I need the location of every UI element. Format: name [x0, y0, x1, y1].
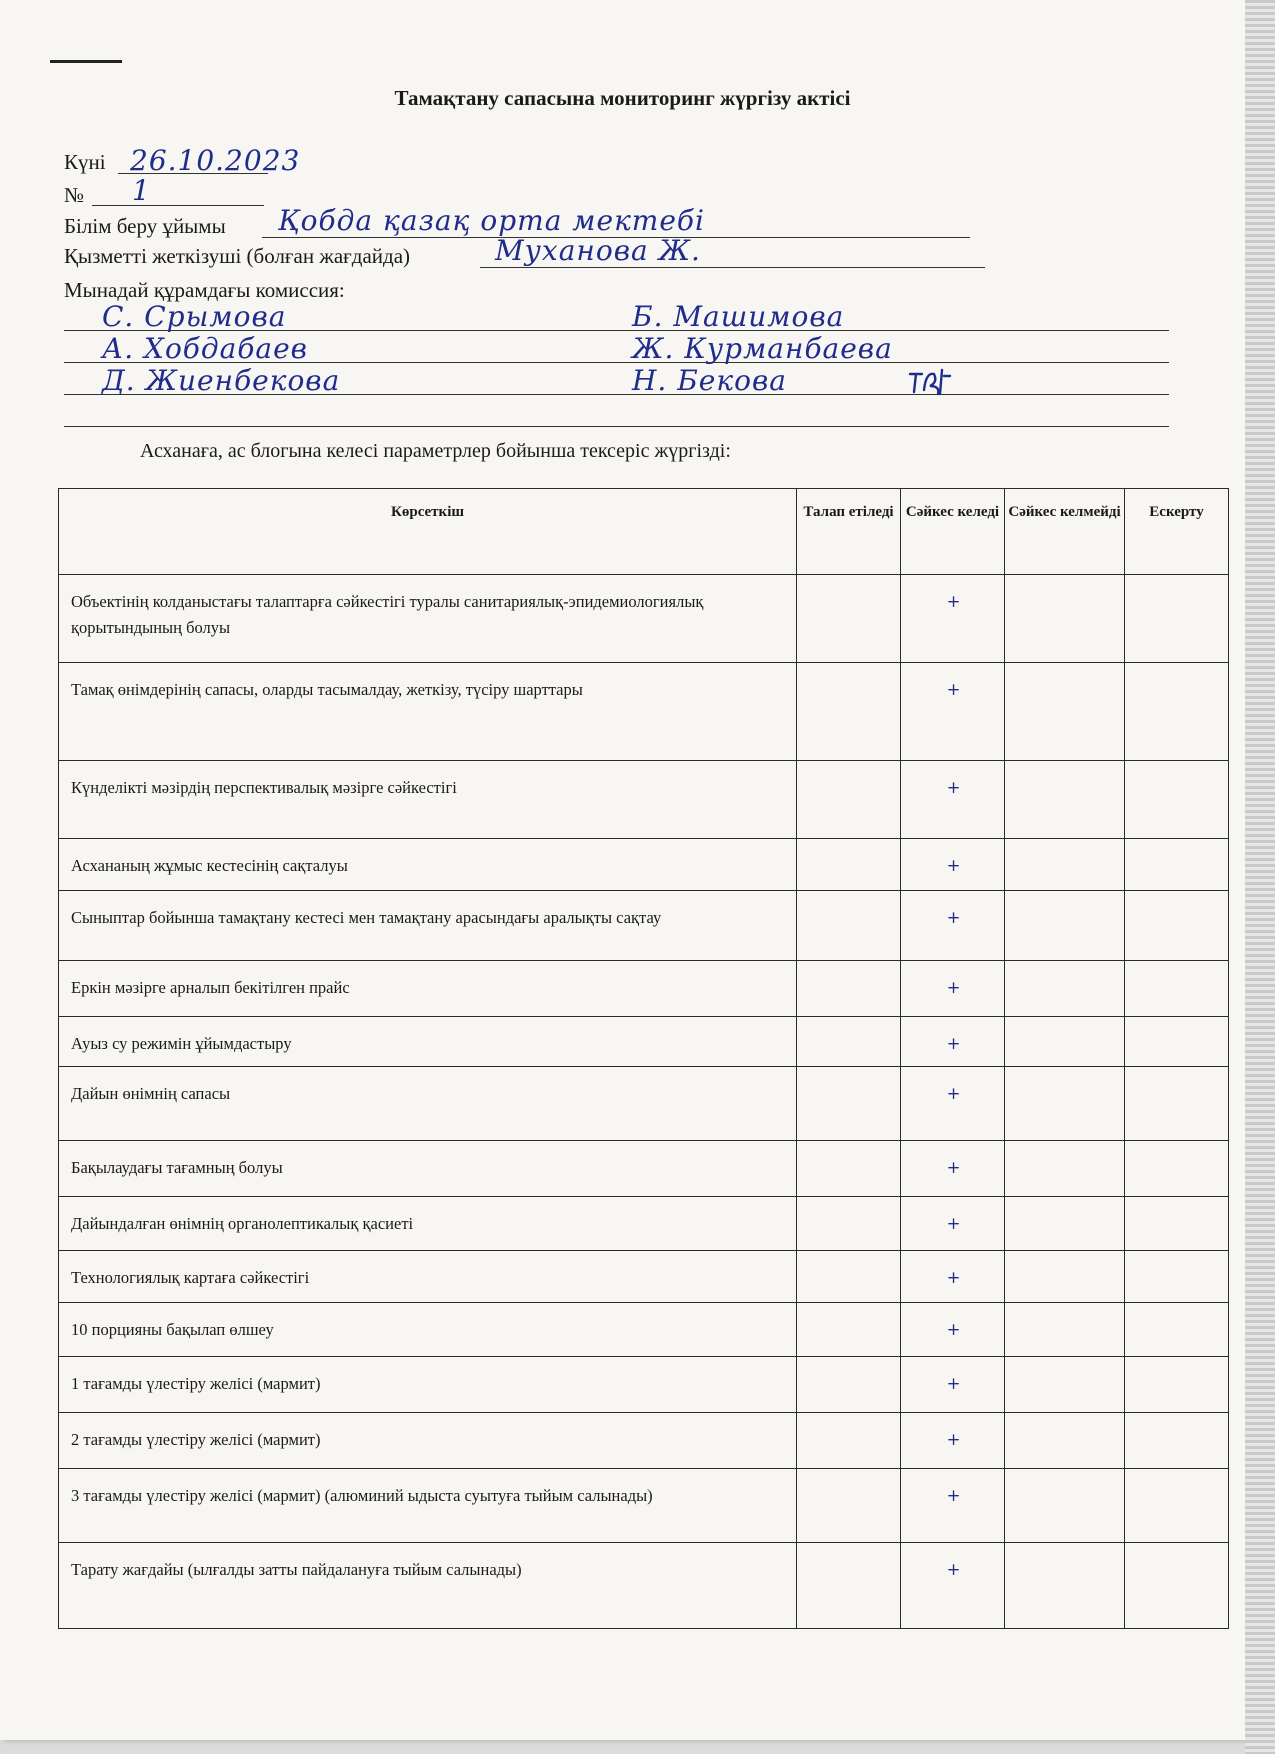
conforms-cell: +	[901, 1067, 1005, 1141]
required-cell	[797, 839, 901, 891]
organization-value: Қобда қазақ орта мектебі	[278, 204, 705, 237]
not-conforms-cell	[1005, 1413, 1125, 1469]
required-cell	[797, 1141, 901, 1197]
not-conforms-cell	[1005, 839, 1125, 891]
note-cell	[1125, 1197, 1229, 1251]
required-cell	[797, 663, 901, 761]
required-cell	[797, 1413, 901, 1469]
not-conforms-cell	[1005, 961, 1125, 1017]
table-row	[59, 1067, 1229, 1141]
required-cell	[797, 961, 901, 1017]
indicator-cell: Тарату жағдайы (ылғалды затты пайдалануға тыйым салынады)	[59, 1543, 797, 1629]
indicator-cell: Күнделікті мәзірдің перспективалық мәзірге сәйкестігі	[59, 761, 797, 839]
not-conforms-cell	[1005, 1543, 1125, 1629]
required-cell	[797, 1469, 901, 1543]
note-cell	[1125, 575, 1229, 663]
required-cell	[797, 1197, 901, 1251]
table-row	[59, 1469, 1229, 1543]
commission-label: Мынадай құрамдағы комиссия:	[64, 278, 345, 302]
scan-edge	[1245, 0, 1275, 1754]
not-conforms-cell	[1005, 1469, 1125, 1543]
note-cell	[1125, 1067, 1229, 1141]
signature-mark	[904, 364, 954, 400]
conforms-cell: +	[901, 1413, 1005, 1469]
date-label: Күні	[64, 150, 106, 174]
commission-member: Д. Жиенбекова	[102, 364, 341, 397]
note-cell	[1125, 1357, 1229, 1413]
conforms-cell: +	[901, 761, 1005, 839]
supplier-value: Муханова Ж.	[495, 234, 701, 267]
required-cell	[797, 1543, 901, 1629]
table-header-row	[59, 489, 1229, 575]
conforms-cell: +	[901, 1543, 1005, 1629]
note-cell	[1125, 1413, 1229, 1469]
note-cell	[1125, 663, 1229, 761]
not-conforms-cell	[1005, 575, 1125, 663]
conforms-cell: +	[901, 1197, 1005, 1251]
table-row	[59, 575, 1229, 663]
note-cell	[1125, 1303, 1229, 1357]
not-conforms-cell	[1005, 1067, 1125, 1141]
table-row	[59, 663, 1229, 761]
table-row	[59, 1413, 1229, 1469]
header-required: Талап етіледі	[797, 489, 901, 575]
required-cell	[797, 1303, 901, 1357]
note-cell	[1125, 761, 1229, 839]
not-conforms-cell	[1005, 1251, 1125, 1303]
required-cell	[797, 575, 901, 663]
conforms-cell: +	[901, 1303, 1005, 1357]
not-conforms-cell	[1005, 761, 1125, 839]
number-value: 1	[132, 174, 151, 207]
table-row	[59, 1197, 1229, 1251]
conforms-cell: +	[901, 575, 1005, 663]
supplier-line	[480, 267, 985, 268]
note-cell	[1125, 839, 1229, 891]
note-cell	[1125, 1017, 1229, 1067]
table-row	[59, 1251, 1229, 1303]
not-conforms-cell	[1005, 891, 1125, 961]
not-conforms-cell	[1005, 1141, 1125, 1197]
intro-text: Асханаға, ас блогына келесі параметрлер бойынша тексеріс жүргізді:	[140, 440, 731, 462]
conforms-cell: +	[901, 1469, 1005, 1543]
indicator-cell: 1 тағамды үлестіру желісі (мармит)	[59, 1357, 797, 1413]
organization-label: Білім беру ұйымы	[64, 214, 226, 238]
commission-line-4	[64, 426, 1169, 427]
required-cell	[797, 1067, 901, 1141]
table-row	[59, 1357, 1229, 1413]
required-cell	[797, 891, 901, 961]
indicator-cell: Сыныптар бойынша тамақтану кестесі мен тамақтану арасындағы аралықты сақтау	[59, 891, 797, 961]
conforms-cell: +	[901, 1141, 1005, 1197]
top-mark	[50, 60, 122, 63]
conforms-cell: +	[901, 1357, 1005, 1413]
indicator-cell: 3 тағамды үлестіру желісі (мармит) (алюминий ыдыста суытуға тыйым салынады)	[59, 1469, 797, 1543]
number-label: №	[64, 183, 85, 207]
document-title: Тамақтану сапасына мониторинг жүргізу актісі	[394, 86, 851, 110]
number-line	[92, 205, 264, 206]
indicator-cell: Объектінің колданыстағы талаптарға сәйкестігі туралы санитариялық-эпидемиологиялық қорытындының болуы	[59, 575, 797, 663]
indicator-cell: Технологиялық картаға сәйкестігі	[59, 1251, 797, 1303]
indicator-cell: 10 порцияны бақылап өлшеу	[59, 1303, 797, 1357]
indicator-cell: Еркін мәзірге арналып бекітілген прайс	[59, 961, 797, 1017]
indicator-cell: Дайын өнімнің сапасы	[59, 1067, 797, 1141]
note-cell	[1125, 1251, 1229, 1303]
note-cell	[1125, 961, 1229, 1017]
table-row	[59, 839, 1229, 891]
conforms-cell: +	[901, 961, 1005, 1017]
table-row	[59, 1017, 1229, 1067]
indicator-cell: Ауыз су режимін ұйымдастыру	[59, 1017, 797, 1067]
conforms-cell: +	[901, 1017, 1005, 1067]
indicator-cell: Дайындалған өнімнің органолептикалық қасиеті	[59, 1197, 797, 1251]
not-conforms-cell	[1005, 663, 1125, 761]
conforms-cell: +	[901, 891, 1005, 961]
indicator-cell: Асхананың жұмыс кестесінің сақталуы	[59, 839, 797, 891]
commission-member: Б. Машимова	[632, 300, 845, 333]
not-conforms-cell	[1005, 1303, 1125, 1357]
header-indicator: Көрсеткіш	[59, 489, 797, 575]
indicator-cell: 2 тағамды үлестіру желісі (мармит)	[59, 1413, 797, 1469]
table-row	[59, 1543, 1229, 1629]
commission-member: А. Хобдабаев	[102, 332, 308, 365]
conforms-cell: +	[901, 1251, 1005, 1303]
required-cell	[797, 1017, 901, 1067]
table-row	[59, 1141, 1229, 1197]
table-row	[59, 1303, 1229, 1357]
conforms-cell: +	[901, 663, 1005, 761]
date-value: 26.10.2023	[130, 144, 301, 177]
header-not-conforms: Сәйкес келмейді	[1005, 489, 1125, 575]
indicator-cell: Тамақ өнімдерінің сапасы, оларды тасымалдау, жеткізу, түсіру шарттары	[59, 663, 797, 761]
not-conforms-cell	[1005, 1017, 1125, 1067]
table-row	[59, 891, 1229, 961]
commission-member: Н. Бекова	[632, 364, 787, 397]
supplier-label: Қызметті жеткізуші (болған жағдайда)	[64, 244, 411, 268]
header-conforms: Сәйкес келеді	[901, 489, 1005, 575]
header-note: Ескерту	[1125, 489, 1229, 575]
required-cell	[797, 761, 901, 839]
indicator-cell: Бақылаудағы тағамның болуы	[59, 1141, 797, 1197]
note-cell	[1125, 1543, 1229, 1629]
inspection-table	[58, 488, 1229, 1629]
note-cell	[1125, 891, 1229, 961]
table-row	[59, 761, 1229, 839]
note-cell	[1125, 1141, 1229, 1197]
note-cell	[1125, 1469, 1229, 1543]
required-cell	[797, 1251, 901, 1303]
conforms-cell: +	[901, 839, 1005, 891]
commission-member: С. Срымова	[102, 300, 287, 333]
not-conforms-cell	[1005, 1357, 1125, 1413]
not-conforms-cell	[1005, 1197, 1125, 1251]
commission-member: Ж. Курманбаева	[632, 332, 893, 365]
required-cell	[797, 1357, 901, 1413]
table-row	[59, 961, 1229, 1017]
